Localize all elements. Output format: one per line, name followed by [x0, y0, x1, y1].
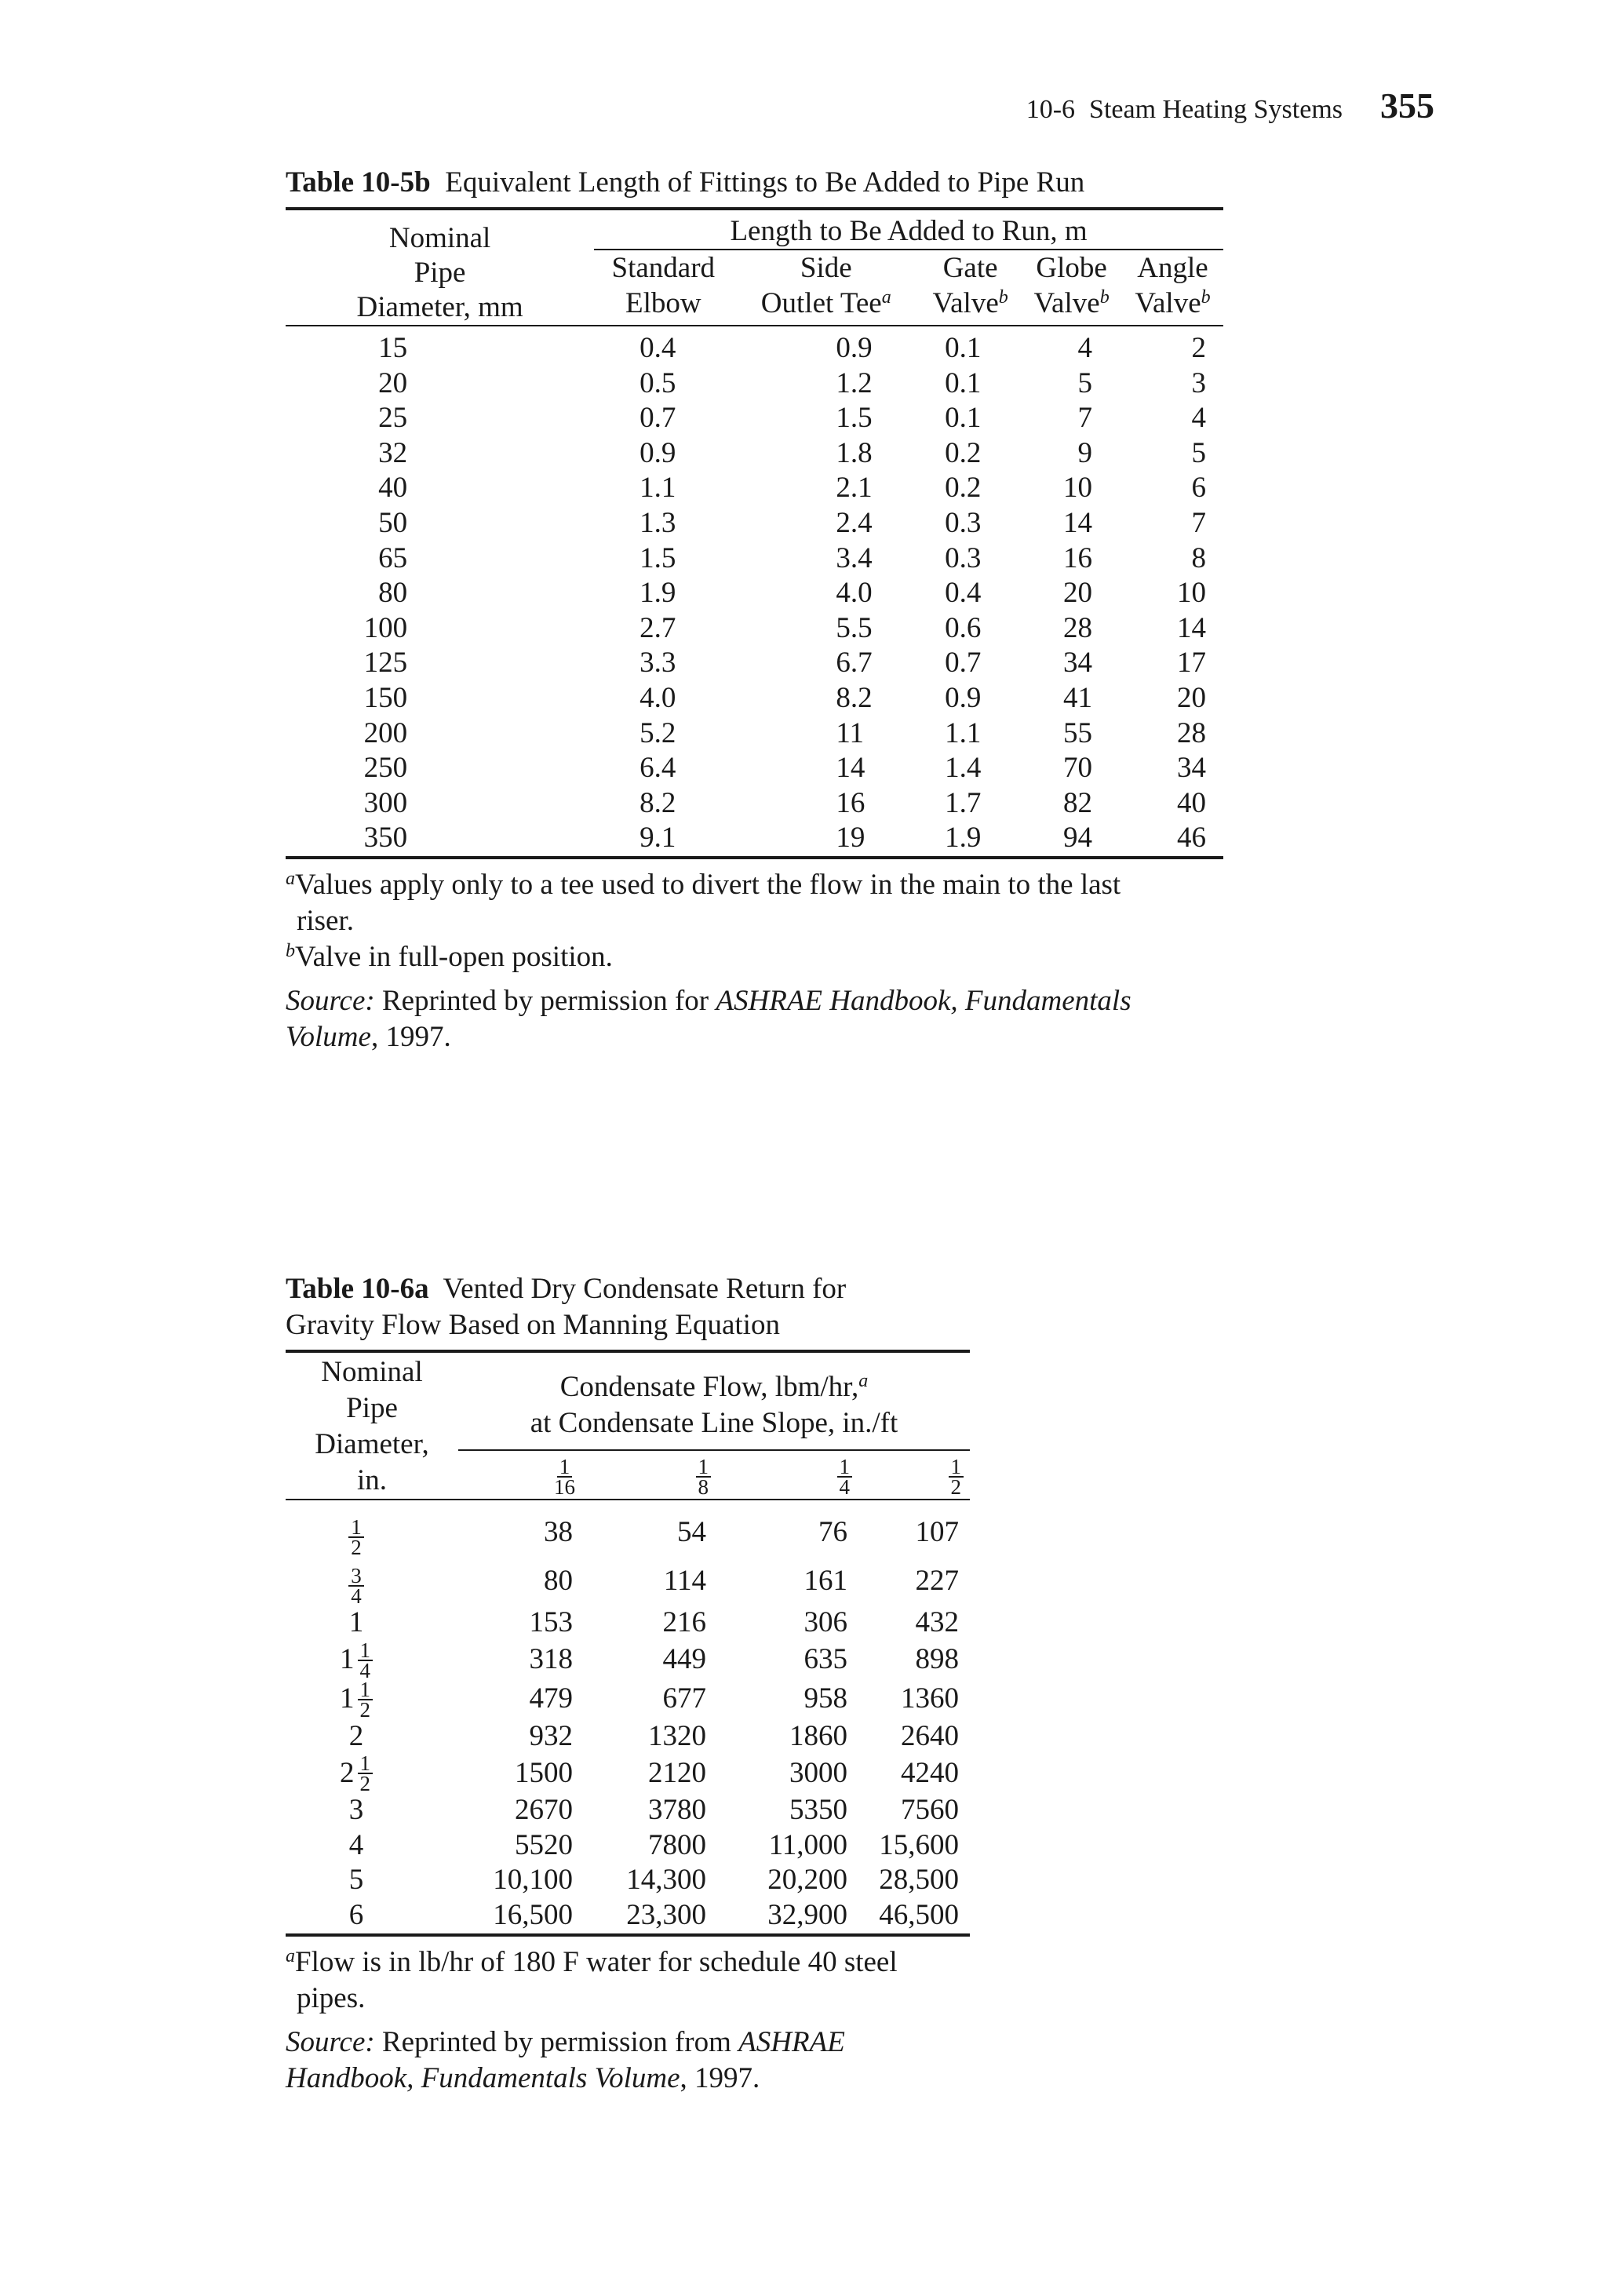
table-row: [286, 576, 1223, 611]
table-row: [286, 1500, 970, 1557]
table-cell: 3.3: [640, 647, 676, 680]
col-header-elbow: Standard: [611, 252, 716, 285]
table-cell: 28: [1063, 611, 1093, 644]
table-cell: 20,200: [767, 1864, 847, 1897]
table-cell: 7: [1191, 506, 1206, 539]
flow-header: Condensate Flow, lbm/hr,$^a$ at Condensate Line Slope, in./ft: [458, 1351, 970, 1450]
table-cell: 0.3: [945, 541, 982, 574]
table-cell: 2: [1191, 332, 1206, 364]
table-cell: 17: [1177, 647, 1206, 680]
diameter-cell: 1 $\frac{1}{2}$: [286, 1680, 458, 1719]
table-cell: 32,900: [767, 1898, 847, 1931]
col-header-tee: Side: [800, 252, 852, 285]
table-cell: 40: [378, 472, 408, 505]
table-row: [286, 1641, 970, 1680]
diameter-cell: 4: [348, 1828, 364, 1861]
table-row: [286, 506, 1223, 541]
table-cell: 250: [363, 752, 408, 785]
table-cell: 1.9: [945, 822, 982, 855]
table-footnotes: [286, 867, 1223, 1055]
table-cell: 15: [378, 332, 408, 364]
diameter-cell: 2: [348, 1719, 364, 1752]
table-row: [286, 716, 1223, 752]
table-cell: 9.1: [640, 822, 676, 855]
table-cell: 306: [804, 1606, 847, 1638]
table-cell: 1500: [515, 1756, 573, 1789]
footnote-a: $^a$Values apply only to a tee used to divert the flow in the main to the last riser.: [286, 868, 1121, 937]
table-row: [286, 786, 1223, 822]
table-cell: 1.1: [945, 716, 982, 749]
table-cell: 432: [915, 1606, 959, 1638]
table-row: [286, 1793, 970, 1828]
table-cell: 5520: [515, 1828, 573, 1861]
fraction: $\frac{1}{2}$: [348, 1518, 364, 1557]
table-cell: 1.4: [945, 752, 982, 785]
table-10-5b-block: [286, 165, 1223, 1055]
running-head: [1026, 85, 1434, 126]
table-cell: 5.5: [836, 611, 873, 644]
table-cell: 2640: [901, 1719, 959, 1752]
table-cell: 153: [529, 1606, 573, 1638]
table-cell: 0.3: [945, 506, 982, 539]
table-cell: 2.4: [836, 506, 873, 539]
fraction: $\frac{1}{16}$: [554, 1455, 575, 1500]
fraction: $\frac{1}{2}$: [358, 1680, 374, 1719]
table-cell: 10,100: [493, 1864, 573, 1897]
diameter-cell: 1: [348, 1606, 364, 1638]
table-cell: 0.4: [945, 577, 982, 610]
diameter-cell: 3: [348, 1794, 364, 1827]
fittings-length-table: Nominal Pipe Diameter, mm Length to Be Added to Run, m Standard Side Gate Globe Angle Elbow Outlet Tee$^a$ Valve$^b$ Valve$^b$ Valve$^b$ 15 0.4 0.9 0.1 4 2 20 0.5 1.2 0.1 5 3 25 0.7 1.5 0.1 7 4 32 0.9 1.8 0.2 9 5 40 1.1 2.1 0.2 10 6 50 1.3 2.4 0.3 14 7 65 1.5 3.4 0.3 16 8 80 1.9 4.0 0.4 20 10 100 2.7 5.5 0.6 28 14 125 3.3 6.7 0.7 34 17 150 4.0 8.2 0.9 41 20 200 5.2 11 1.1 55 28 250 6.4 14 1.4 70 34 300 8.2 16 1.7 82 40 350 9.1 19 1.9 94 46: [286, 207, 1223, 859]
table-row: [286, 326, 1223, 366]
table-cell: 50: [378, 506, 408, 539]
fraction: $\frac{1}{2}$: [949, 1457, 964, 1496]
table-cell: 20: [1177, 681, 1206, 714]
condensate-return-table: [286, 1350, 970, 1937]
table-cell: 1.7: [945, 786, 982, 819]
table-cell: 0.7: [640, 402, 676, 435]
table-cell: 65: [378, 541, 408, 574]
table-row: [286, 1828, 970, 1864]
col-header-diameter: Nominal Pipe Diameter, in.: [286, 1351, 458, 1500]
table-cell: 4240: [901, 1756, 959, 1789]
source-note: Source: Reprinted by permission from ASHRAE Handbook, Fundamentals Volume, 1997.: [286, 2025, 845, 2094]
table-cell: 46: [1177, 822, 1206, 855]
table-cell: 216: [662, 1606, 706, 1638]
table-cell: 5350: [789, 1794, 847, 1827]
table-cell: 32: [378, 436, 408, 469]
table-cell: 76: [818, 1515, 847, 1548]
table-cell: 5: [1191, 436, 1206, 469]
table-cell: 0.1: [945, 332, 982, 364]
table-cell: 4.0: [640, 681, 676, 714]
table-cell: 11,000: [768, 1828, 847, 1861]
table-cell: 1860: [789, 1719, 847, 1752]
table-cell: 107: [915, 1515, 959, 1548]
table-cell: 34: [1063, 647, 1093, 680]
table-cell: 20: [378, 366, 408, 399]
table-cell: 7800: [648, 1828, 706, 1861]
table-cell: 1.5: [640, 541, 676, 574]
table-cell: 1.5: [836, 402, 873, 435]
table-cell: 16: [1063, 541, 1093, 574]
table-cell: 449: [662, 1643, 706, 1676]
table-row: [286, 1863, 970, 1898]
fraction: $\frac{1}{4}$: [358, 1641, 374, 1680]
table-cell: 2.7: [640, 611, 676, 644]
table-cell: 25: [378, 402, 408, 435]
table-cell: 82: [1063, 786, 1093, 819]
table-cell: 200: [363, 716, 408, 749]
table-cell: 0.5: [640, 366, 676, 399]
table-cell: 28,500: [879, 1864, 959, 1897]
section-number: 10-6: [1026, 95, 1076, 124]
table-cell: 15,600: [879, 1828, 959, 1861]
table-cell: 479: [529, 1682, 573, 1715]
table-cell: 1.3: [640, 506, 676, 539]
table-row: [286, 1557, 970, 1605]
table-cell: 5: [1077, 366, 1093, 399]
page-number: 355: [1380, 86, 1434, 126]
slope-header: [717, 1450, 858, 1500]
col-header-angle: Angle: [1137, 252, 1208, 285]
table-footnotes: [286, 1944, 970, 2097]
table-cell: 0.9: [945, 681, 982, 714]
table-cell: 8: [1191, 541, 1206, 574]
table-10-6a-block: [286, 1271, 970, 2097]
table-cell: 932: [529, 1719, 573, 1752]
table-cell: 1320: [648, 1719, 706, 1752]
table-cell: 23,300: [626, 1898, 706, 1931]
table-row: [286, 681, 1223, 716]
table-cell: 1.2: [836, 366, 873, 399]
table-cell: 635: [804, 1643, 847, 1676]
table-cell: 19: [836, 822, 865, 855]
table-caption: [286, 1271, 970, 1343]
table-row: [286, 366, 1223, 402]
table-cell: 8.2: [836, 681, 873, 714]
footnote-b: $^b$Valve in full-open position.: [286, 940, 613, 973]
table-cell: 38: [544, 1515, 573, 1548]
table-cell: 6: [1191, 472, 1206, 505]
table-cell: 677: [662, 1682, 706, 1715]
table-cell: 125: [363, 647, 408, 680]
table-cell: 40: [1177, 786, 1206, 819]
table-cell: 20: [1063, 577, 1093, 610]
diameter-cell: [286, 1557, 458, 1608]
table-cell: 41: [1063, 681, 1093, 714]
diameter-cell: [286, 1500, 458, 1557]
table-cell: 4: [1191, 402, 1206, 435]
table-cell: 0.1: [945, 402, 982, 435]
table-cell: 318: [529, 1643, 573, 1676]
table-cell: 80: [378, 577, 408, 610]
diameter-cell: 6: [348, 1898, 364, 1931]
table-cell: 0.2: [945, 436, 982, 469]
table-cell: 114: [663, 1564, 706, 1597]
table-cell: 150: [363, 681, 408, 714]
table-cell: 300: [363, 786, 408, 819]
col-header-globe: Globe: [1036, 252, 1107, 285]
table-cell: 0.4: [640, 332, 676, 364]
table-cell: 14,300: [626, 1864, 706, 1897]
table-cell: 3.4: [836, 541, 873, 574]
table-label: Table 10-5b: [286, 166, 431, 199]
table-row: [286, 541, 1223, 577]
table-label: Table 10-6a: [286, 1273, 429, 1305]
slope-header: [584, 1450, 717, 1500]
table-cell: 11: [836, 716, 865, 749]
col-header-diameter: Nominal Pipe Diameter, mm: [356, 222, 523, 323]
diameter-cell: 5: [348, 1864, 364, 1897]
table-cell: 2670: [515, 1794, 573, 1827]
table-cell: 0.7: [945, 647, 982, 680]
table-cell: 100: [363, 611, 408, 644]
slope-header: [458, 1450, 584, 1500]
table-cell: 80: [544, 1564, 573, 1597]
table-row: [286, 1680, 970, 1719]
table-row: [286, 1898, 970, 1935]
table-cell: 4.0: [836, 577, 873, 610]
table-cell: 350: [363, 822, 408, 855]
table-row: [286, 821, 1223, 858]
table-cell: 94: [1063, 822, 1093, 855]
table-caption: [286, 165, 1223, 201]
table-row: [286, 1719, 970, 1755]
table-cell: 3780: [648, 1794, 706, 1827]
table-row: [286, 751, 1223, 786]
table-cell: 0.9: [836, 332, 873, 364]
table-cell: 2120: [648, 1756, 706, 1789]
table-cell: 14: [836, 752, 865, 785]
table-title: Vented Dry Condensate Return for: [443, 1273, 847, 1305]
table-cell: 5.2: [640, 716, 676, 749]
table-cell: 7560: [901, 1794, 959, 1827]
fraction: $\frac{3}{4}$: [348, 1566, 364, 1605]
table-cell: 54: [677, 1515, 706, 1548]
table-cell: 10: [1177, 577, 1206, 610]
diameter-cell: 1 $\frac{1}{4}$: [286, 1641, 458, 1680]
table-cell: 3000: [789, 1756, 847, 1789]
table-cell: 1.8: [836, 436, 873, 469]
group-header: Length to Be Added to Run, m: [594, 209, 1223, 250]
table-row: [286, 1605, 970, 1641]
table-cell: 8.2: [640, 786, 676, 819]
fraction: $\frac{1}{2}$: [358, 1754, 374, 1793]
table-cell: 16: [836, 786, 865, 819]
table-cell: 3: [1191, 366, 1206, 399]
source-note: Source: Reprinted by permission for ASHRAE Handbook, Fundamentals Volume, 1997.: [286, 984, 1131, 1053]
table-cell: 6.7: [836, 647, 873, 680]
table-title: Equivalent Length of Fittings to Be Added to Pipe Run: [445, 166, 1085, 199]
table-cell: 898: [915, 1643, 959, 1676]
table-cell: 1360: [901, 1682, 959, 1715]
table-row: [286, 611, 1223, 647]
table-cell: 6.4: [640, 752, 676, 785]
table-row: [286, 436, 1223, 472]
table-cell: 28: [1177, 716, 1206, 749]
table-row: [286, 401, 1223, 436]
table-cell: 10: [1063, 472, 1093, 505]
table-cell: 1.9: [640, 577, 676, 610]
col-header-gate: Gate: [942, 252, 998, 285]
footnote-a: $^a$Flow is in lb/hr of 180 F water for schedule 40 steel pipes.: [286, 1945, 898, 2014]
table-cell: 0.2: [945, 472, 982, 505]
table-row: [286, 1754, 970, 1793]
table-cell: 958: [804, 1682, 847, 1715]
table-cell: 46,500: [879, 1898, 959, 1931]
table-cell: 9: [1077, 436, 1093, 469]
table-cell: 55: [1063, 716, 1093, 749]
table-cell: 0.1: [945, 366, 982, 399]
table-cell: 2.1: [836, 472, 873, 505]
table-cell: 161: [804, 1564, 847, 1597]
slope-header: [858, 1450, 970, 1500]
table-cell: 70: [1063, 752, 1093, 785]
table-cell: 14: [1177, 611, 1206, 644]
table-row: [286, 646, 1223, 681]
table-cell: 7: [1077, 402, 1093, 435]
table-row: [286, 471, 1223, 506]
diameter-cell: 2 $\frac{1}{2}$: [286, 1754, 458, 1793]
table-cell: 1.1: [640, 472, 676, 505]
table-cell: 16,500: [493, 1898, 573, 1931]
table-cell: 0.6: [945, 611, 982, 644]
table-cell: 34: [1177, 752, 1206, 785]
table-cell: 0.9: [640, 436, 676, 469]
fraction: $\frac{1}{8}$: [696, 1457, 712, 1496]
table-title-cont: Gravity Flow Based on Manning Equation: [286, 1309, 780, 1341]
table-cell: 227: [915, 1564, 959, 1597]
table-cell: 14: [1063, 506, 1093, 539]
table-cell: 4: [1077, 332, 1093, 364]
section-title: Steam Heating Systems: [1089, 95, 1343, 124]
fraction: $\frac{1}{4}$: [837, 1457, 853, 1496]
